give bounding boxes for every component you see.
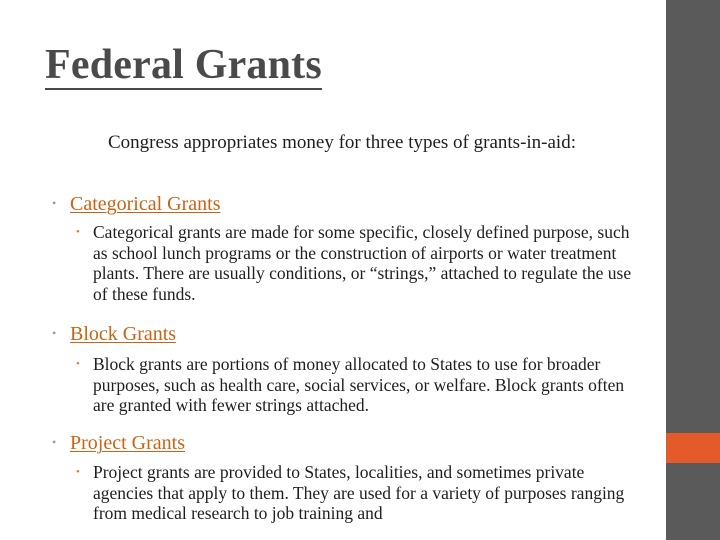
sub-bullet-categorical: [76, 222, 646, 304]
heading-block-grants: Block Grants: [70, 323, 177, 345]
sub-bullet-dot-icon: •: [76, 358, 80, 370]
bullet-categorical-grants: [52, 190, 221, 217]
heading-project-grants: Project Grants: [70, 432, 185, 454]
sub-bullet-dot-icon: •: [76, 226, 80, 238]
intro-text: Congress appropriates money for three types of grants-in-aid:: [107, 132, 576, 153]
bullet-dot-icon: •: [52, 435, 57, 449]
sub-bullet-dot-icon: •: [76, 466, 80, 478]
sidebar-accent-block: [666, 433, 720, 463]
categorical-description: Categorical grants are made for some specific, closely defined purpose, such as school lunch programs or the construction of airports or water treatment plants. There are usually conditions, or “strings,” attached to regulate the use of these funds.: [93, 222, 632, 304]
block-description: Block grants are portions of money allocated to States to use for broader purposes, such as health care, social services, or welfare. Block grants often are granted with fewer strings attached.: [93, 354, 625, 415]
bullet-dot-icon: •: [52, 326, 57, 340]
sub-bullet-project: [76, 462, 646, 524]
project-description: Project grants are provided to States, localities, and sometimes private agencies that apply to them. They are used for a variety of purposes ranging from medical research to job training and: [93, 462, 625, 523]
bullet-project-grants: [52, 429, 185, 456]
bullet-dot-icon: •: [52, 196, 57, 210]
bullet-block-grants: [52, 320, 176, 347]
heading-categorical-grants: Categorical Grants: [70, 193, 221, 215]
sub-bullet-block: [76, 354, 646, 416]
slide-title: Federal Grants: [45, 42, 322, 88]
